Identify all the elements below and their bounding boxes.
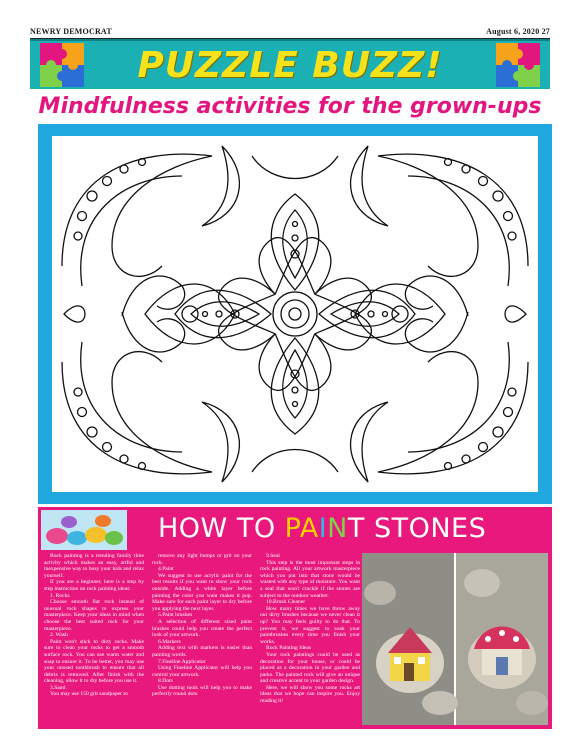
paragraph: Use dotting tools will help you to make perfectly round dots.	[152, 684, 252, 698]
title-part: T STONES	[347, 513, 487, 544]
coloring-page-frame	[38, 124, 552, 504]
paragraph: We suggest to use acrylic paint for the best results if you want to show your rock outside. Adding a white layer before painting the color you want makes it pop. Make sure for each paint layer to dry before you applying the next layer.	[152, 572, 252, 612]
puzzle-pieces-icon	[496, 43, 540, 87]
paragraph: 10.Brush Cleaner	[266, 599, 306, 606]
article-column-3	[260, 553, 360, 725]
paragraph: Choose smooth flat rock instead of unusual rock shapes to express your masterpiece. Keep your ideas in mind when choose the best suited rock for your masterpiece.	[44, 599, 144, 632]
paragraph: 1. Rocks	[50, 592, 70, 599]
paragraph: 2. Wash	[50, 632, 68, 639]
banner-subtitle: Mindfulness activities for the grown-ups	[38, 94, 542, 119]
page-header	[30, 27, 550, 39]
paragraph: Using Fineline Applicator will help you control your artwork.	[152, 665, 252, 678]
paragraph: This step is the most important steps in rock painting. All your artwork masterpiece which you put into that stone would be wasted with any type of moisture. You want a seal that won't crackle if the stones are subject to the outdoor weather.	[260, 559, 360, 599]
paragraph: Here, we will show you some rocks art ideas that we hope can inspire you. Enjoy reading it!	[260, 684, 360, 705]
how-to-title	[158, 507, 486, 549]
paragraph: You may use 150 grit sandpaper to	[50, 691, 128, 698]
painted-stones-thumbnail	[41, 510, 127, 550]
paragraph: 5.Paint brushes	[158, 612, 193, 619]
paragraph: 9.Seal	[266, 553, 280, 559]
paragraph: 6.Markers	[158, 638, 181, 645]
paragraph: How many times we have throw away our dirty brushes because we never clean it up? You may feels guilty to do that. To prevent it, we suggest to soak your paintbrushes every time you finish your works.	[260, 605, 360, 645]
puzzle-buzz-banner	[30, 39, 550, 89]
article-columns	[44, 553, 360, 725]
paragraph: 3.Sand	[50, 684, 66, 691]
coloring-page-illustration	[52, 136, 538, 492]
title-part: I	[318, 513, 328, 544]
paper-name: NEWRY DEMOCRAT	[30, 27, 112, 36]
date-page: August 6, 2020 27	[486, 27, 550, 36]
title-part: N	[327, 513, 348, 544]
title-part: HOW TO	[158, 513, 285, 544]
paragraph: Paint won't stick to dirty rocks. Make sure to clean your rocks to get a smooth surface rock. You can use warm water and soap to ensure it. To be better, you may use your unused toothbrush to ensure that all debris is removed. After finish with the cleaning, allow it to dry before you use it.	[44, 638, 144, 685]
paragraph: 4.Paint	[158, 566, 174, 573]
paragraph: Rock Painting Ideas	[266, 645, 312, 652]
paragraph: A selection of different sized paint brushes could help you create the perfect look of your artwork.	[152, 618, 252, 639]
paragraph: 8.Dots	[158, 678, 173, 685]
painted-stones-photo	[362, 553, 548, 725]
article-column-1	[44, 553, 144, 725]
puzzle-pieces-icon	[40, 43, 84, 87]
paragraph: remove any light bumps or grit on your rock.	[152, 553, 252, 566]
paragraph: Your rock paintings could be used as decoration for your house, or could be placed as a decoration in your garden and parks. The painted rock will give an unique and creative accent to your garden design.	[260, 651, 360, 685]
banner-title: PUZZLE BUZZ!	[137, 45, 443, 86]
paragraph: If you are a beginner, here is a step by step instruction on rock painting ideas:	[44, 579, 144, 592]
how-to-paint-stones-section	[38, 507, 552, 729]
title-part: PA	[284, 513, 319, 544]
paragraph: Adding text with markers is easier than painting words.	[152, 645, 252, 658]
paragraph: 7.Fineline Applicator	[158, 658, 206, 665]
article-column-2	[152, 553, 252, 725]
paragraph: Rock painting is a trending family time activity which makes an easy, artful and inexpensive way to busy your kids and relax yourself.	[44, 553, 144, 579]
